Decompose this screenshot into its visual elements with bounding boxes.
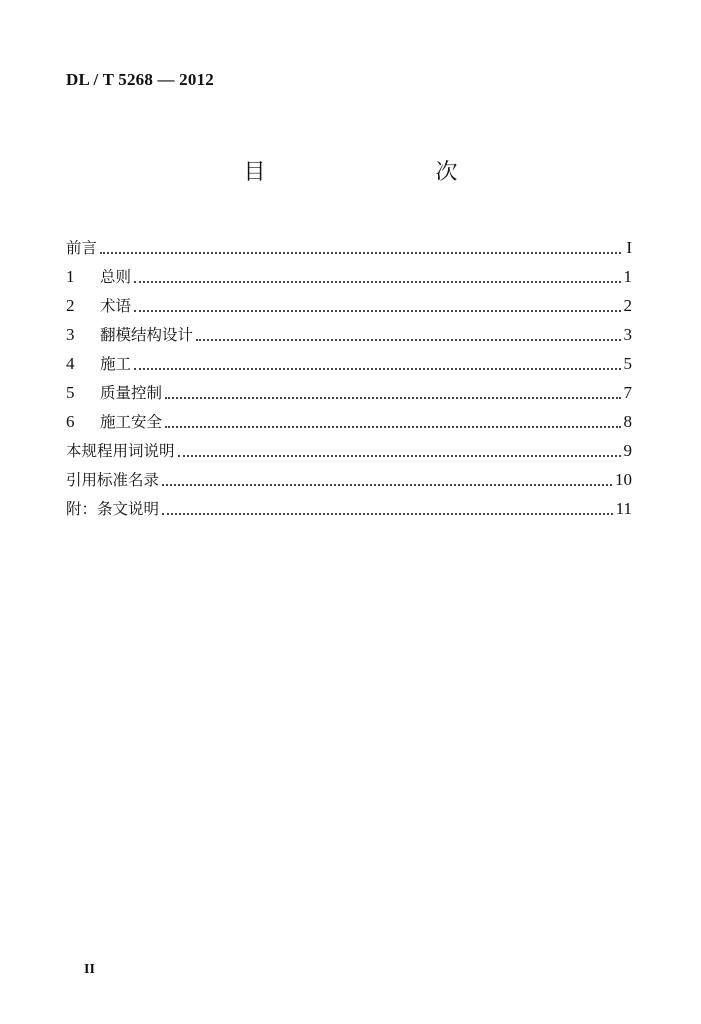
toc-entry-page: 3 (623, 325, 632, 344)
toc-entry-number: 4 (66, 354, 75, 373)
toc-entry-preface[interactable] (66, 229, 632, 258)
toc-entry-referenced-standards[interactable] (66, 461, 632, 490)
toc-leader-dots (100, 252, 621, 254)
toc-entry-formwork-design[interactable] (66, 316, 632, 345)
toc-entry-quality-control[interactable] (66, 374, 632, 403)
toc-leader-dots (196, 339, 620, 341)
standard-code: DL / T 5268 — 2012 (66, 70, 214, 89)
toc-leader-dots (162, 513, 613, 515)
toc-entry-label: 引用标准名录 (66, 471, 160, 489)
toc-leader-dots (134, 281, 620, 283)
toc-entry-general[interactable] (66, 258, 632, 287)
toc-entry-page: 9 (623, 441, 632, 460)
page-number: II (84, 962, 95, 977)
toc-entry-label: 本规程用词说明 (66, 442, 175, 460)
toc-entry-number: 5 (66, 383, 75, 402)
toc-entry-number: 3 (66, 325, 75, 344)
toc-entry-page: 10 (615, 470, 632, 489)
toc-entry-label: 前言 (66, 239, 98, 257)
toc-entry-label: 质量控制 (100, 384, 163, 402)
toc-entry-construction[interactable] (66, 345, 632, 374)
toc-leader-dots (134, 310, 620, 312)
toc-entry-page: 2 (623, 296, 632, 315)
toc-entry-construction-safety[interactable] (66, 403, 632, 432)
toc-entry-page: 5 (623, 354, 632, 373)
toc-leader-dots (162, 484, 612, 486)
toc-leader-dots (165, 426, 620, 428)
page-title: 目 次 (243, 160, 500, 185)
toc-leader-dots (165, 397, 620, 399)
toc-entry-page: 7 (623, 383, 632, 402)
table-of-contents (66, 229, 632, 519)
toc-entry-label: 施工 (100, 355, 132, 373)
toc-entry-number: 2 (66, 296, 75, 315)
toc-entry-page: 11 (615, 499, 632, 518)
toc-entry-label: 总则 (100, 268, 132, 286)
toc-entry-label: 施工安全 (100, 413, 163, 431)
toc-entry-page: 8 (623, 412, 632, 431)
toc-entry-terms[interactable] (66, 287, 632, 316)
toc-entry-label: 附：条文说明 (66, 500, 160, 518)
toc-entry-label: 翻模结构设计 (100, 326, 194, 344)
toc-entry-page: I (626, 238, 632, 257)
toc-entry-number: 1 (66, 267, 75, 286)
toc-entry-number: 6 (66, 412, 75, 431)
toc-entry-label: 术语 (100, 297, 132, 315)
toc-entry-wording-explanation[interactable] (66, 432, 632, 461)
toc-leader-dots (178, 455, 621, 457)
toc-entry-page: 1 (623, 267, 632, 286)
toc-entry-clause-explanation[interactable] (66, 490, 632, 519)
toc-leader-dots (134, 368, 620, 370)
